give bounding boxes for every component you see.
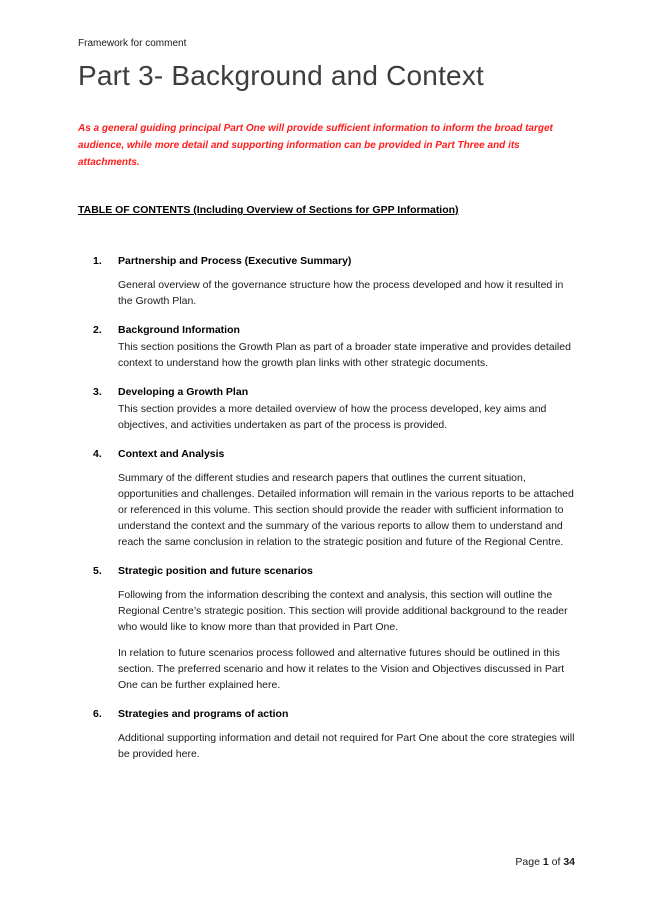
- toc-item-5-title: Strategic position and future scenarios: [118, 565, 313, 577]
- toc-item-1: [78, 254, 575, 309]
- toc-item-6: [78, 707, 575, 762]
- toc-item-2: [78, 323, 575, 371]
- toc-item-2-number: 2.: [93, 324, 102, 336]
- page-number-footer: [515, 856, 575, 868]
- toc-item-4-title: Context and Analysis: [118, 448, 225, 460]
- document-header-label: Framework for comment: [78, 38, 187, 49]
- toc-item-3-number: 3.: [93, 386, 102, 398]
- toc-list: [78, 254, 575, 762]
- toc-item-3-description: This section provides a more detailed overview of how the process developed, key aims and objectives, and activities undertaken as part of the process is provided.: [118, 403, 547, 431]
- footer-page-label: Page: [515, 856, 540, 868]
- toc-item-2-description: This section positions the Growth Plan as part of a broader state imperative and provides detailed context to understand how the growth plan links with other strategic documents.: [118, 341, 571, 369]
- toc-heading: TABLE OF CONTENTS (Including Overview of Sections for GPP Information): [78, 204, 459, 216]
- toc-item-6-number: 6.: [93, 708, 102, 720]
- toc-item-1-number: 1.: [93, 255, 102, 267]
- toc-item-5: [78, 564, 575, 693]
- toc-item-6-description: Additional supporting information and detail not required for Part One about the core strategies will be provided here.: [118, 732, 575, 760]
- toc-item-3: [78, 385, 575, 433]
- guidance-note: As a general guiding principal Part One will provide sufficient information to inform the broad target audience, while more detail and supporting information can be provided in Part Three and its attachments.: [78, 123, 553, 168]
- document-page: [78, 38, 575, 776]
- footer-of-label: of: [551, 856, 561, 868]
- toc-item-1-description: General overview of the governance structure how the process developed and how it resulted in the Growth Plan.: [118, 279, 564, 307]
- toc-item-5-number: 5.: [93, 565, 102, 577]
- page-title: Part 3- Background and Context: [78, 60, 485, 91]
- toc-item-4-description: Summary of the different studies and research papers that outlines the current situation, opportunities and challenges. Detailed information will remain in the various reports to be attached or referenced in this volume. This section should provide the reader with sufficient information to understand the context and the summary of the various reports to allow them to understand and reach the same conclusion in relation to the strategic position and future of the Regional Centre.: [118, 472, 574, 548]
- toc-item-3-title: Developing a Growth Plan: [118, 386, 249, 398]
- toc-item-1-title: Partnership and Process (Executive Summary): [118, 255, 352, 267]
- toc-item-2-title: Background Information: [118, 324, 240, 336]
- toc-item-6-title: Strategies and programs of action: [118, 708, 289, 720]
- footer-total-pages: 34: [563, 856, 575, 868]
- toc-item-5-description-1: Following from the information describing the context and analysis, this section will outline the Regional Centre’s strategic position. This section will provide additional background to the reader who would like to know more than that provided in Part One.: [118, 589, 568, 633]
- toc-item-5-description-2: In relation to future scenarios process followed and alternative futures should be outlined in this section. The preferred scenario and how it relates to the Vision and Objectives discussed in Part One can be further explained here.: [118, 647, 565, 691]
- toc-item-4: [78, 447, 575, 550]
- footer-page-number: 1: [542, 856, 549, 868]
- toc-item-4-number: 4.: [93, 448, 102, 460]
